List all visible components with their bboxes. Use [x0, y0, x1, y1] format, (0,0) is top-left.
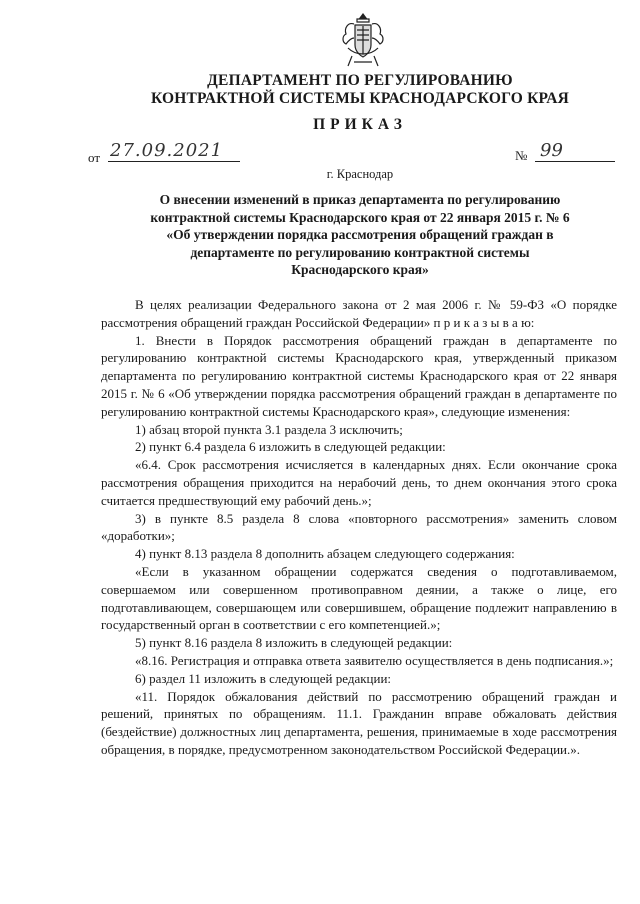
body-paragraph: 4) пункт 8.13 раздела 8 дополнить абзацем следующего содержания:: [135, 546, 515, 562]
body-paragraph: В целях реализации Федерального закона от 2 мая 2006 г. № 59-ФЗ «О порядке рассмотрения обращений граждан Российской Федерации» п р и к а з ы в а ю:: [101, 297, 617, 330]
order-body: [101, 296, 617, 759]
body-paragraph: «6.4. Срок рассмотрения исчисляется в календарных днях. Если окончание срока рассмотрения обращения приходится на нерабочий день, то днем окончания этого срока считается предшествующий ему рабочий день.»;: [101, 457, 617, 508]
body-paragraph: 1. Внести в Порядок рассмотрения обращений граждан в департаменте по регулированию контрактной системы Краснодарского края, утвержденный приказом департамента по регулированию контрактной системы Краснодарского края от 22 января 2015 г. № 6 «Об утверждении порядка рассмотрения обращений граждан в департаменте по регулированию контрактной системы Краснодарского края», следующие изменения:: [101, 332, 617, 419]
body-paragraph: «8.16. Регистрация и отправка ответа заявителю осуществляется в день подписания.»;: [135, 652, 614, 668]
heading-line: контрактной системы Краснодарского края от 22 января 2015 г. № 6: [150, 209, 570, 225]
date-underline: [108, 161, 240, 162]
order-number: 99: [540, 140, 563, 161]
heading-line: Краснодарского края»: [291, 262, 429, 277]
body-paragraph: 1) абзац второй пункта 3.1 раздела 3 исключить;: [135, 421, 403, 437]
body-paragraph: 2) пункт 6.4 раздела 6 изложить в следующей редакции:: [135, 439, 446, 455]
body-paragraph: 3) в пункте 8.5 раздела 8 слова «повторного рассмотрения» заменить словом «доработки»;: [101, 510, 617, 544]
body-paragraph: «11. Порядок обжалования действий по рассмотрению обращений граждан и решений, принятых по обращениям. 11.1. Гражданин вправе обжаловать действия (бездействие) должностных лиц департамента, решения, принимаемые в ходе рассмотрения обращения, в порядке, предусмотренном законодательством Российской Федерации.».: [101, 688, 617, 757]
heading-line: департаменте по регулированию контрактной системы: [190, 244, 530, 260]
city: г. Краснодар: [326, 167, 394, 181]
body-paragraph: «Если в указанном обращении содержатся сведения о подготавливаемом, совершаемом или совершенном противоправном деянии, а также о лице, его подготавливающем, совершающем или совершившем, обращение подлежит направлению в государственный орган в соответствии с его компетенцией.»;: [101, 563, 617, 633]
number-label: №: [515, 148, 528, 163]
heading-line: «Об утверждении порядка рассмотрения обращений граждан в: [166, 227, 554, 242]
date-label: от: [88, 150, 101, 165]
body-paragraph: 6) раздел 11 изложить в следующей редакции:: [135, 670, 392, 686]
coat-of-arms-emblem: [340, 12, 386, 70]
order-date: 27.09.2021: [110, 140, 224, 161]
heading-line: О внесении изменений в приказ департамента по регулированию: [159, 192, 561, 207]
order-heading: [118, 191, 602, 279]
department-name-line1: ДЕПАРТАМЕНТ ПО РЕГУЛИРОВАНИЮ: [207, 72, 513, 89]
department-name-line2: КОНТРАКТНОЙ СИСТЕМЫ КРАСНОДАРСКОГО КРАЯ: [150, 90, 570, 107]
order-title: ПРИКАЗ: [313, 116, 407, 133]
body-paragraph: 5) пункт 8.16 раздела 8 изложить в следующей редакции:: [135, 635, 453, 651]
number-underline: [535, 161, 615, 162]
